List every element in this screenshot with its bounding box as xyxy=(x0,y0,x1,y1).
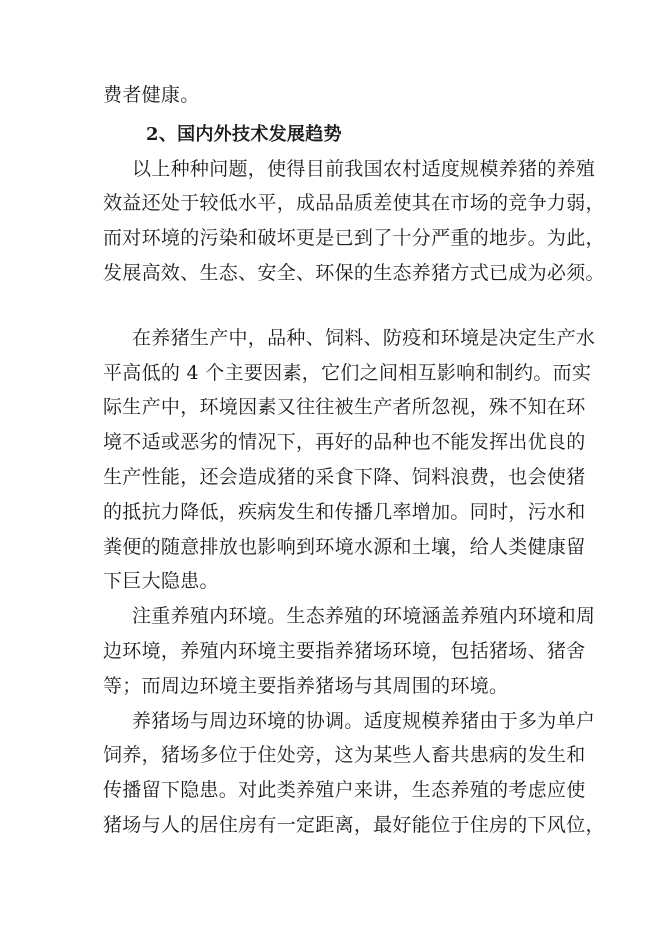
paragraph-line: 粪便的随意排放也影响到环境水源和土壤，给人类健康留 xyxy=(103,536,586,558)
paragraph-line: 下巨大隐患。 xyxy=(103,570,219,592)
paragraph-line: 平高低的 4 个主要因素，它们之间相互影响和制约。而实 xyxy=(103,362,592,384)
paragraph-line: 注重养殖内环境。生态养殖的环境涵盖养殖内环境和周 xyxy=(132,605,596,627)
paragraph-line: 猪场与人的居住房有一定距离，最好能位于住房的下风位， xyxy=(103,814,605,836)
paragraph-line: 以上种种问题，使得目前我国农村适度规模养猪的养殖 xyxy=(132,158,596,180)
paragraph-line: 发展高效、生态、安全、环保的生态养猪方式已成为必须。 xyxy=(103,262,605,284)
paragraph-line: 在养猪生产中，品种、饲料、防疫和环境是决定生产水 xyxy=(132,327,596,349)
paragraph-line: 养猪场与周边环境的协调。适度规模养猪由于多为单户 xyxy=(132,710,596,732)
paragraph-line: 费者健康。 xyxy=(103,84,200,106)
paragraph-line: 传播留下隐患。对此类养殖户来讲，生态养殖的考虑应使 xyxy=(103,779,586,801)
paragraph-line: 的抵抗力降低，疾病发生和传播几率增加。同时，污水和 xyxy=(103,501,586,523)
section-heading: 2、国内外技术发展趋势 xyxy=(146,124,342,145)
paragraph-line: 际生产中，环境因素又往往被生产者所忽视，殊不知在环 xyxy=(103,396,586,418)
paragraph-line: 效益还处于较低水平，成品品质差使其在市场的竞争力弱， xyxy=(103,192,605,214)
paragraph-line: 边环境，养殖内环境主要指养猪场环境，包括猪场、猪舍 xyxy=(103,640,586,662)
paragraph-line: 等；而周边环境主要指养猪场与其周围的环境。 xyxy=(103,675,509,697)
paragraph-line: 境不适或恶劣的情况下，再好的品种也不能发挥出优良的 xyxy=(103,431,586,453)
paragraph-line: 生产性能，还会造成猪的采食下降、饲料浪费，也会使猪 xyxy=(103,466,586,488)
paragraph-line: 饲养，猪场多位于住处旁，这为某些人畜共患病的发生和 xyxy=(103,744,586,766)
paragraph-line: 而对环境的污染和破坏更是已到了十分严重的地步。为此， xyxy=(103,227,605,249)
